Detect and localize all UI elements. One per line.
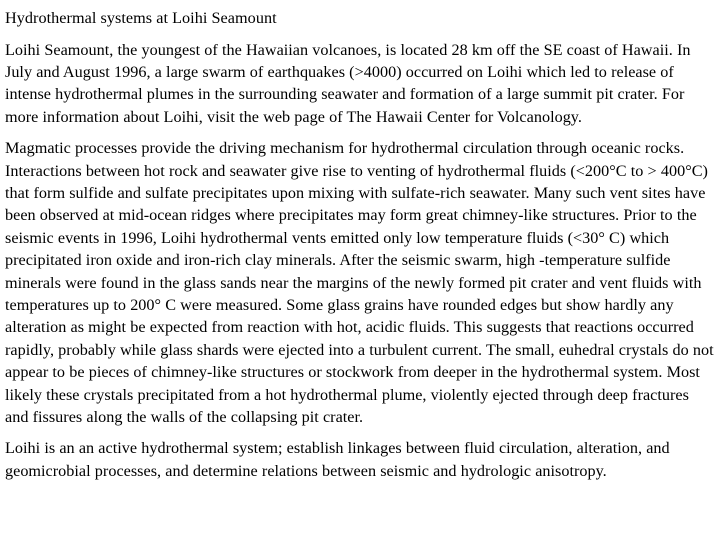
paragraph-conclusion: Loihi is an an active hydrothermal system; establish linkages between fluid circulation, alteration, and geomicrobial processes, and determine relations between seismic and hydrologic anisotropy.: [5, 439, 670, 480]
paragraph-magmatic-processes: Magmatic processes provide the driving mechanism for hydrothermal circulation through oceanic rocks. Interactions between hot rock and seawater give rise to venting of hydrothermal fluids (<200°C to > 400°C) that form sulfide and sulfate precipitates upon mixing with sulfate-rich seawater. Many such vent sites have been observed at mid-ocean ridges where precipitates may form great chimney-like structures. Prior to the seismic events in 1996, Loihi hydrothermal vents emitted only low temperature fluids (<30° C) which precipitated iron oxide and iron-rich clay minerals. After the seismic swarm, high -temperature sulfide minerals were found in the glass sands near the margins of the newly formed pit crater and vent fluids with temperatures up to 200° C were measured. Some glass grains have rounded edges but show hardly any alteration as might be expected from reaction with hot, acidic fluids. This suggests that reactions occurred rapidly, probably while glass shards were ejected into a turbulent current. The small, euhedral crystals do not appear to be pieces of chimney-like structures or stockwork from deeper in the hydrothermal system. Most likely these crystals precipitated from a hot hydrothermal plume, violently ejected through deep fractures and fissures along the walls of the collapsing pit crater.: [5, 139, 714, 426]
page-title: Hydrothermal systems at Loihi Seamount: [5, 9, 277, 27]
paragraph-intro: Loihi Seamount, the youngest of the Hawaiian volcanoes, is located 28 km off the SE coast of Hawaii. In July and August 1996, a large swarm of earthquakes (>4000) occurred on Loihi which led to release of intense hydrothermal plumes in the surrounding seawater and formation of a large summit pit crater. For more information about Loihi, visit the web page of The Hawaii Center for Volcanology.: [5, 40, 691, 126]
